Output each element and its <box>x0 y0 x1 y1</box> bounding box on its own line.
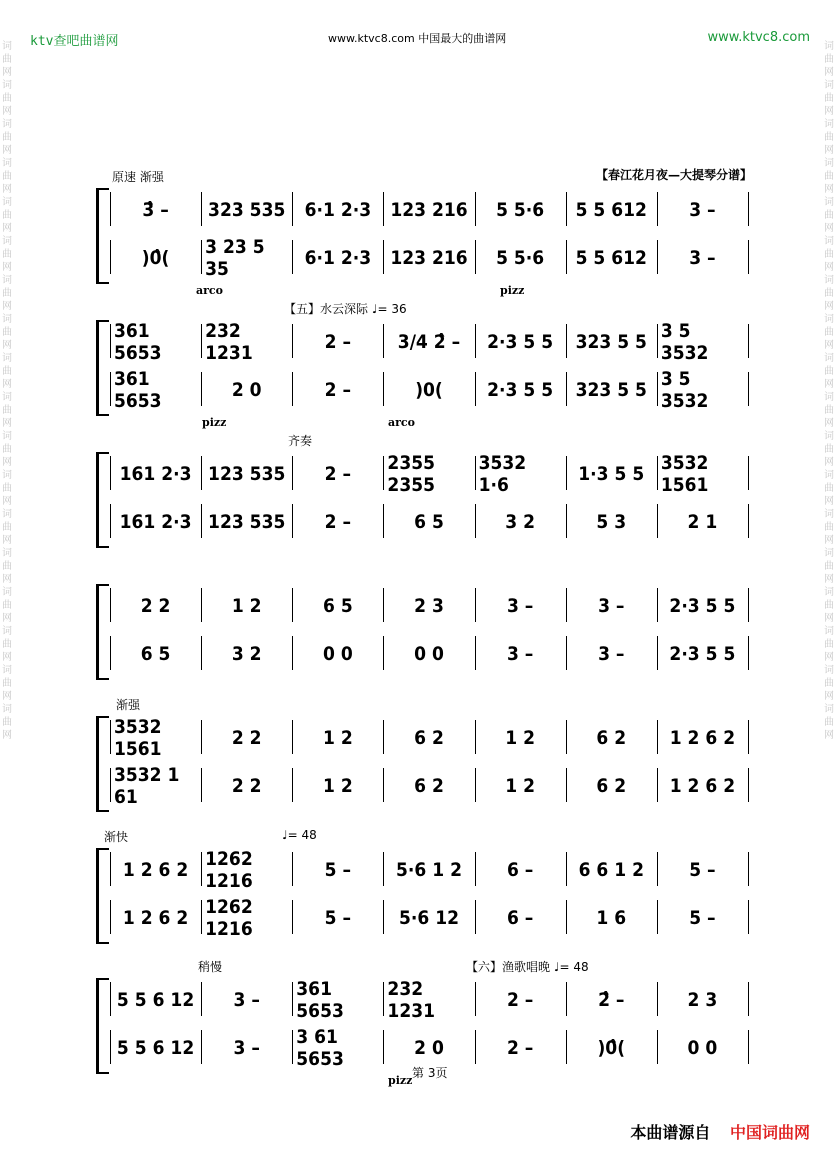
measure: 2·3 5 5 <box>669 643 736 665</box>
measure: 6 – <box>506 907 534 929</box>
footer-source-site: 中国词曲网 <box>729 1123 810 1142</box>
barline <box>475 720 476 754</box>
measure: 1 2 <box>505 775 535 797</box>
expression-marking: pizz <box>500 284 525 297</box>
barline <box>475 456 476 490</box>
barline <box>201 900 202 934</box>
measure: 0 0 <box>414 643 444 665</box>
barline <box>748 900 749 934</box>
barline <box>201 1030 202 1064</box>
staff-upper <box>110 586 748 626</box>
measure: 2 0 <box>414 1037 444 1059</box>
barline <box>110 982 111 1016</box>
measure: 5 5 6 12 <box>116 989 195 1011</box>
barline <box>475 192 476 226</box>
barline <box>292 1030 293 1064</box>
measure: 323 535 <box>208 199 286 221</box>
score-system <box>96 302 748 429</box>
barline <box>475 768 476 802</box>
barline <box>657 240 658 274</box>
measure: 6 2 <box>596 727 627 749</box>
measure: 3 – <box>506 595 534 617</box>
barline <box>201 720 202 754</box>
barline <box>292 720 293 754</box>
measure: 3532 1561 <box>660 452 709 496</box>
measure: 2 – <box>324 331 352 353</box>
barline <box>201 372 202 406</box>
measure: 6 5 <box>414 511 444 533</box>
barline <box>201 456 202 490</box>
barline <box>383 1030 384 1064</box>
measure: 2 2 <box>140 595 171 617</box>
barline <box>110 636 111 670</box>
barline <box>292 324 293 358</box>
barline <box>566 768 567 802</box>
measure: 2·3 5 5 <box>669 595 736 617</box>
measure: 232 1231 <box>387 978 435 1022</box>
barline <box>657 636 658 670</box>
barline <box>383 504 384 538</box>
measure: 5 5 612 <box>575 199 647 221</box>
barline <box>566 588 567 622</box>
measure: 2 2 <box>231 727 262 749</box>
barline <box>383 240 384 274</box>
barline <box>566 636 567 670</box>
barline <box>657 982 658 1016</box>
barline <box>110 324 111 358</box>
barline <box>292 372 293 406</box>
measure: 323 5 5 <box>575 331 647 353</box>
system-bracket <box>96 188 109 284</box>
side-watermark-right: 词曲网词曲网词曲网词曲网词曲网词曲网词曲网词曲网词曲网词曲网词曲网词曲网词曲网词曲网词曲网词曲网词曲网词曲网 <box>824 41 834 741</box>
staff-lower <box>110 370 748 410</box>
barline <box>201 324 202 358</box>
barline <box>475 1030 476 1064</box>
barline <box>383 372 384 406</box>
barline <box>748 636 749 670</box>
measure: 232 1231 <box>205 320 253 364</box>
measure: 5 5 612 <box>575 247 647 269</box>
measure: 5 5·6 <box>496 247 545 269</box>
measure: 361 5653 <box>114 368 162 412</box>
measure: 5 – <box>324 907 352 929</box>
measure: 1·3 5 5 <box>578 463 645 485</box>
measure: 2 – <box>506 989 534 1011</box>
measure: 161 2·3 <box>119 463 192 485</box>
header-left-site: ktv查吧曲谱网 <box>30 34 119 49</box>
barline <box>475 324 476 358</box>
score-system <box>96 828 748 940</box>
measure: 5·6 1 2 <box>396 859 462 881</box>
barline <box>566 852 567 886</box>
barline <box>748 324 749 358</box>
measure: 1262 1216 <box>205 896 253 940</box>
system-bracket <box>96 452 109 548</box>
measure: 5·6 12 <box>398 907 459 929</box>
score-system <box>96 434 748 544</box>
barline <box>657 852 658 886</box>
page-number: 第 3页 <box>412 1066 448 1080</box>
measure: 3/4 2̂ – <box>397 331 461 353</box>
measure: )0( <box>415 379 443 401</box>
measure: 5 5·6 <box>496 199 545 221</box>
footer-source-label: 本曲谱源自 <box>630 1123 711 1142</box>
system-bracket <box>96 584 109 680</box>
barline <box>383 852 384 886</box>
expression-marking: 渐强 <box>116 698 141 712</box>
barline <box>657 324 658 358</box>
measure: 3 – <box>506 643 534 665</box>
measure: 2·3 5 5 <box>487 331 554 353</box>
measure: 2355 2355 <box>387 452 435 496</box>
barline <box>292 900 293 934</box>
measure: 3 – <box>689 247 716 269</box>
barline <box>566 324 567 358</box>
measure: 1 2 <box>505 727 535 749</box>
barline <box>748 982 749 1016</box>
barline <box>657 768 658 802</box>
measure: 3 5 3532 <box>660 320 709 364</box>
measure: 5 – <box>689 907 716 929</box>
barline <box>566 240 567 274</box>
measure: 2 0 <box>231 379 262 401</box>
barline <box>657 504 658 538</box>
measure: 2 – <box>324 511 352 533</box>
barline <box>748 1030 749 1064</box>
barline <box>110 1030 111 1064</box>
system-bracket <box>96 320 109 416</box>
measure: )0̂( <box>141 247 170 269</box>
barline <box>383 324 384 358</box>
measure: 361 5653 <box>114 320 162 364</box>
staff-lower <box>110 766 748 806</box>
expression-marking: arco <box>388 416 415 429</box>
expression-marking: 【五】水云深际 ♩= 36 <box>284 302 407 316</box>
measure: 1 2 <box>322 775 353 797</box>
barline <box>566 456 567 490</box>
system-bracket <box>96 848 109 944</box>
barline <box>110 768 111 802</box>
expression-marking: 渐快 <box>104 830 129 844</box>
staff-lower <box>110 1028 748 1068</box>
barline <box>110 852 111 886</box>
measure: 1 2 6 2 <box>669 775 736 797</box>
measure: 123 535 <box>208 463 286 485</box>
barline <box>110 588 111 622</box>
measure: 123 535 <box>208 511 286 533</box>
barline <box>292 768 293 802</box>
barline <box>566 192 567 226</box>
barline <box>110 456 111 490</box>
side-watermark-left: 词曲网词曲网词曲网词曲网词曲网词曲网词曲网词曲网词曲网词曲网词曲网词曲网词曲网词曲网词曲网词曲网词曲网词曲网 <box>2 41 12 741</box>
measure: 2 – <box>506 1037 534 1059</box>
score-title: 【春江花月夜—大提琴分谱】 <box>595 168 752 182</box>
footer-source <box>630 1120 810 1143</box>
measure: 5 – <box>324 859 352 881</box>
barline <box>292 852 293 886</box>
barline <box>201 982 202 1016</box>
barline <box>748 504 749 538</box>
barline <box>748 456 749 490</box>
measure: 3 2 <box>505 511 535 533</box>
barline <box>110 720 111 754</box>
barline <box>383 720 384 754</box>
measure: )0̂( <box>597 1037 626 1059</box>
measure: 2 3 <box>687 989 718 1011</box>
barline <box>748 852 749 886</box>
barline <box>657 372 658 406</box>
barline <box>566 720 567 754</box>
barline <box>383 192 384 226</box>
system-bracket <box>96 978 109 1074</box>
barline <box>201 768 202 802</box>
measure: 1 6 <box>596 907 627 929</box>
measure: 361 5653 <box>296 978 344 1022</box>
barline <box>475 636 476 670</box>
barline <box>475 504 476 538</box>
barline <box>383 900 384 934</box>
measure: 3 – <box>689 199 716 221</box>
staff-upper <box>110 850 748 890</box>
barline <box>201 504 202 538</box>
barline <box>292 504 293 538</box>
measure: 5 – <box>689 859 716 881</box>
measure: 0 0 <box>687 1037 718 1059</box>
barline <box>201 588 202 622</box>
expression-marking: ♩= 48 <box>282 828 317 842</box>
measure: 2 3 <box>414 595 444 617</box>
barline <box>383 982 384 1016</box>
measure: 5 3 <box>596 511 627 533</box>
barline <box>383 636 384 670</box>
barline <box>292 240 293 274</box>
measure: 1 2 6 2 <box>122 859 189 881</box>
staff-lower <box>110 238 748 278</box>
measure: 3̂ – <box>142 199 169 221</box>
barline <box>657 192 658 226</box>
barline <box>475 240 476 274</box>
measure: 1262 1216 <box>205 848 253 892</box>
measure: 123 216 <box>390 247 468 269</box>
measure: 3532 1 61 <box>114 764 180 808</box>
staff-lower <box>110 634 748 674</box>
barline <box>657 720 658 754</box>
staff-lower <box>110 898 748 938</box>
barline <box>110 240 111 274</box>
barline <box>292 636 293 670</box>
barline <box>292 192 293 226</box>
header-right-site: www.ktvc8.com <box>707 30 810 45</box>
header-center-site: www.ktvc8.com 中国最大的曲谱网 <box>328 32 507 45</box>
staff-upper <box>110 718 748 758</box>
barline <box>475 900 476 934</box>
barline <box>201 240 202 274</box>
measure: 3 – <box>598 643 625 665</box>
measure: 123 216 <box>390 199 468 221</box>
measure: 3 23 5 35 <box>205 236 265 280</box>
expression-marking: pizz <box>388 1074 413 1087</box>
barline <box>657 456 658 490</box>
measure: 3 – <box>598 595 625 617</box>
barline <box>383 456 384 490</box>
measure: 0 0 <box>322 643 353 665</box>
barline <box>657 900 658 934</box>
measure: 1 2 <box>322 727 353 749</box>
measure: 6 6 1 2 <box>578 859 644 881</box>
measure: 6 2 <box>596 775 627 797</box>
measure: 5 5 6 12 <box>116 1037 195 1059</box>
measure: 6·1 2·3 <box>304 199 372 221</box>
barline <box>748 240 749 274</box>
measure: 2 2 <box>231 775 262 797</box>
measure: 1 2 <box>231 595 262 617</box>
barline <box>110 372 111 406</box>
expression-marking: arco <box>196 284 223 297</box>
staff-upper <box>110 454 748 494</box>
measure: 323 5 5 <box>575 379 647 401</box>
barline <box>292 456 293 490</box>
measure: 2 – <box>324 379 352 401</box>
score-system <box>96 698 748 808</box>
measure: 6 2 <box>414 775 444 797</box>
measure: 6 5 <box>140 643 171 665</box>
expression-marking: pizz <box>202 416 227 429</box>
barline <box>201 852 202 886</box>
expression-marking: 齐奏 <box>288 434 313 448</box>
expression-marking: 【六】渔歌唱晚 ♩= 48 <box>466 960 589 974</box>
barline <box>201 192 202 226</box>
barline <box>110 504 111 538</box>
barline <box>566 504 567 538</box>
measure: 161 2·3 <box>119 511 192 533</box>
barline <box>566 982 567 1016</box>
barline <box>475 372 476 406</box>
measure: 3532 1·6 <box>478 452 527 496</box>
measure: 1 2 6 2 <box>122 907 189 929</box>
measure: 6 – <box>506 859 534 881</box>
measure: 2 1 <box>687 511 718 533</box>
measure: 6 5 <box>322 595 353 617</box>
barline <box>475 852 476 886</box>
barline <box>292 588 293 622</box>
barline <box>383 768 384 802</box>
staff-lower <box>110 502 748 542</box>
score-system <box>96 584 748 676</box>
measure: 3532 1561 <box>114 716 162 760</box>
barline <box>657 1030 658 1064</box>
measure: 3 – <box>233 1037 260 1059</box>
expression-marking: 稍慢 <box>198 960 223 974</box>
barline <box>383 588 384 622</box>
measure: 3 – <box>233 989 260 1011</box>
barline <box>292 982 293 1016</box>
barline <box>201 636 202 670</box>
measure: 6 2 <box>414 727 444 749</box>
measure: 2̂ – <box>598 989 625 1011</box>
barline <box>657 588 658 622</box>
measure: 2·3 5 5 <box>487 379 554 401</box>
staff-upper <box>110 322 748 362</box>
barline <box>566 372 567 406</box>
expression-marking: 原速 渐强 <box>112 170 164 184</box>
barline <box>566 1030 567 1064</box>
measure: 3 61 5653 <box>296 1026 344 1070</box>
system-bracket <box>96 716 109 812</box>
barline <box>110 900 111 934</box>
barline <box>748 588 749 622</box>
barline <box>475 588 476 622</box>
staff-upper <box>110 980 748 1020</box>
measure: 1 2 6 2 <box>669 727 736 749</box>
barline <box>566 900 567 934</box>
measure: 3 5 3532 <box>660 368 709 412</box>
barline <box>748 372 749 406</box>
barline <box>748 192 749 226</box>
barline <box>748 720 749 754</box>
staff-upper <box>110 190 748 230</box>
measure: 2 – <box>324 463 352 485</box>
measure: 6·1 2·3 <box>304 247 372 269</box>
barline <box>748 768 749 802</box>
measure: 3 2 <box>231 643 262 665</box>
barline <box>110 192 111 226</box>
barline <box>475 982 476 1016</box>
